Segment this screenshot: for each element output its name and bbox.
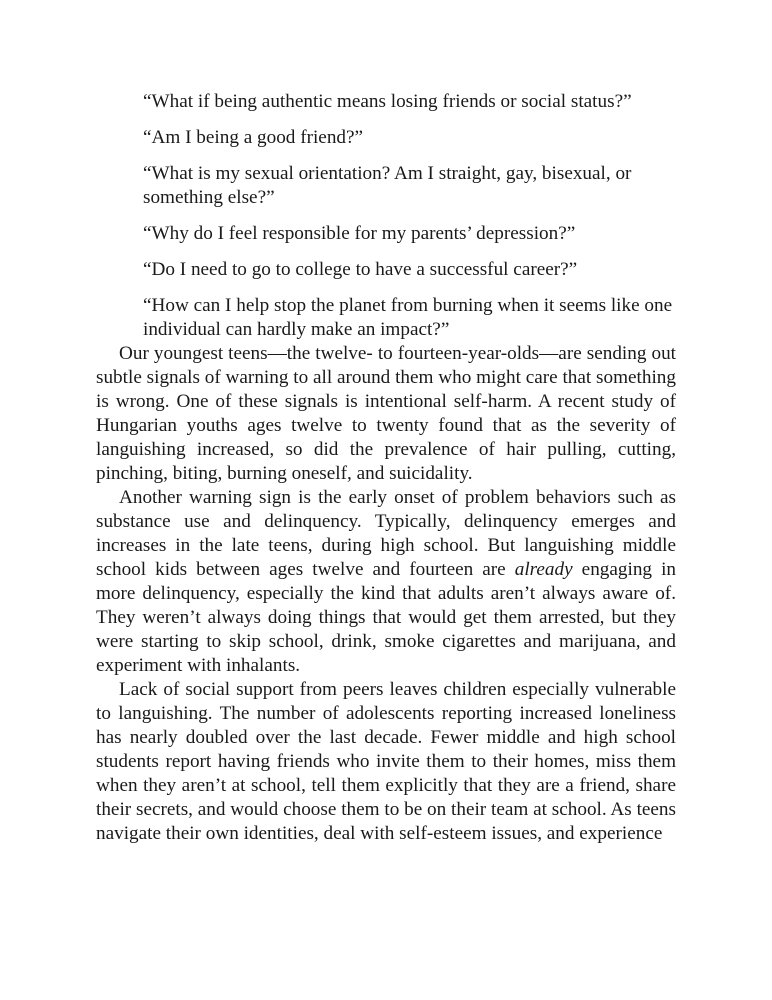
quote-good-friend: “Am I being a good friend?” bbox=[143, 127, 364, 148]
paragraph-warning-sign-before: Another warning sign is the early onset of problem behaviors such as substance use and delinquency. Typically, delinquency emerges and increases in the late teens, during high school. But languishing middle school kids between ages twelve and fourteen are bbox=[96, 487, 676, 580]
emphasis-already: already bbox=[514, 559, 573, 580]
quote-authentic: “What if being authentic means losing friends or social status?” bbox=[143, 91, 632, 112]
paragraph-youngest-teens: Our youngest teens—the twelve- to fourteen-year-olds—are sending out subtle signals of warning to all around them who might care that something is wrong. One of these signals is intentional self-harm. A recent study of Hungarian youths ages twelve to twenty found that as the severity of languishing increased, so did the prevalence of hair pulling, cutting, pinching, biting, burning oneself, and suicidality. bbox=[96, 343, 676, 484]
quote-planet: “How can I help stop the planet from burning when it seems like one individual can hardly make an impact?” bbox=[143, 295, 673, 340]
quote-college: “Do I need to go to college to have a successful career?” bbox=[143, 259, 578, 280]
paragraph-warning-sign-after: engaging in more delinquency, especially the kind that adults aren’t always aware of. They weren’t always doing things that would get them arrested, but they were starting to skip school, drink, smoke cigarettes and marijuana, and experiment with inhalants. bbox=[96, 559, 676, 676]
paragraph-social-support: Lack of social support from peers leaves children especially vulnerable to languishing. The number of adolescents reporting increased loneliness has nearly doubled over the last decade. Fewer middle and high school students report having friends who invite them to their homes, miss them when they aren’t at school, tell them explicitly that they are a friend, share their secrets, and would choose them to be on their team at school. As teens navigate their own identities, deal with self-esteem issues, and experience bbox=[96, 679, 676, 844]
paragraph-warning-sign bbox=[96, 486, 676, 678]
book-page bbox=[96, 90, 676, 846]
quote-parents-depression: “Why do I feel responsible for my parents’ depression?” bbox=[143, 223, 576, 244]
quote-orientation: “What is my sexual orientation? Am I straight, gay, bisexual, or something else?” bbox=[143, 163, 632, 208]
quote-list bbox=[143, 90, 676, 342]
